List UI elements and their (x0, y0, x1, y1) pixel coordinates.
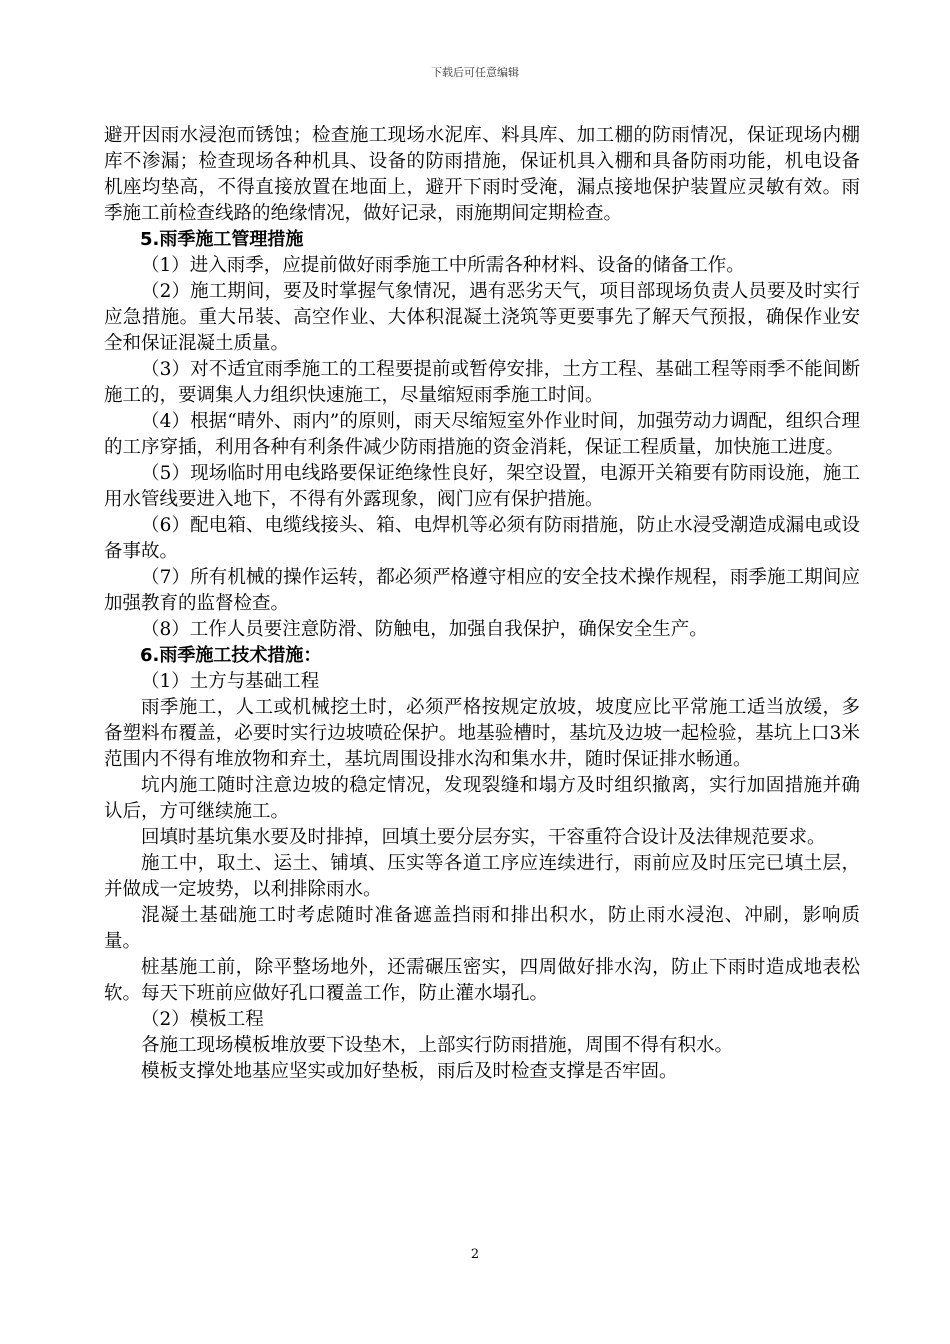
paragraph: 各施工现场模板堆放要下设垫木，上部实行防雨措施，周围不得有积水。 (141, 1035, 734, 1056)
paragraph: 避开因雨水浸泡而锈蚀；检查施工现场水泥库、料具库、加工棚的防雨情况，保证现场内棚库不渗漏；检查现场各种机具、设备的防雨措施，保证机具入棚和具备防雨功能，机电设备机座均垫高，不得直接放置在地面上，避开下雨时受淹，漏点接地保护装置应灵敏有效。雨季施工前检查线路的绝缘情况，做好记录，雨施期间定期检查。 (104, 125, 860, 224)
paragraph: 模板支撑处地基应坚实或加好垫板，雨后及时检查支撑是否牢固。 (141, 1061, 678, 1082)
paragraph: （7）所有机械的操作运转，都必须严格遵守相应的安全技术操作规程，雨季施工期间应加强教育的监督检查。 (104, 567, 860, 614)
paragraph: （5）现场临时用电线路要保证绝缘性良好，架空设置，电源开关箱要有防雨设施，施工用水管线要进入地下，不得有外露现象，阀门应有保护措施。 (104, 463, 860, 510)
paragraph: 桩基施工前，除平整场地外，还需碾压密实，四周做好排水沟，防止下雨时造成地表松软。每天下班前应做好孔口覆盖工作，防止灌水塌孔。 (104, 957, 860, 1004)
paragraph: 施工中，取土、运土、铺填、压实等各道工序应连续进行，雨前应及时压完已填土层，并做成一定坡势，以利排除雨水。 (104, 853, 860, 900)
paragraph: （4）根据“晴外、雨内”的原则，雨天尽缩短室外作业时间，加强劳动力调配，组织合理的工序穿插，利用各种有利条件减少防雨措施的资金消耗，保证工程质量，加快施工进度。 (104, 411, 860, 458)
paragraph: 坑内施工随时注意边坡的稳定情况，发现裂缝和塌方及时组织撤离，实行加固措施并确认后，方可继续施工。 (104, 775, 860, 822)
section-heading: 6.雨季施工技术措施： (140, 645, 322, 666)
paragraph: （2）模板工程 (141, 1009, 264, 1030)
section-heading: 5.雨季施工管理措施 (140, 229, 304, 250)
paragraph: （3）对不适宜雨季施工的工程要提前或暂停安排，土方工程、基础工程等雨季不能间断施工的，要调集人力组织快速施工，尽量缩短雨季施工时间。 (104, 359, 860, 406)
paragraph: 雨季施工，人工或机械挖土时，必须严格按规定放坡，坡度应比平常施工适当放缓，多备塑料布覆盖，必要时实行边坡喷砼保护。地基验槽时，基坑及边坡一起检验，基坑上口3米范围内不得有堆放物和弃土，基坑周围设排水沟和集水井，随时保证排水畅通。 (104, 697, 860, 770)
page-number: 2 (470, 1247, 480, 1262)
document-body (104, 123, 860, 1085)
paragraph: 回填时基坑集水要及时排掉，回填土要分层夯实，干容重符合设计及法律规范要求。 (141, 827, 826, 848)
paragraph: 混凝土基础施工时考虑随时准备遮盖挡雨和排出积水，防止雨水浸泡、冲刷，影响质量。 (104, 905, 860, 952)
paragraph: （1）土方与基础工程 (141, 671, 320, 692)
paragraph: （1）进入雨季，应提前做好雨季施工中所需各种材料、设备的储备工作。 (141, 255, 745, 276)
paragraph: （6）配电箱、电缆线接头、箱、电焊机等必须有防雨措施，防止水浸受潮造成漏电或设备事故。 (104, 515, 860, 562)
paragraph: （2）施工期间，要及时掌握气象情况，遇有恶劣天气，项目部现场负责人员要及时实行应急措施。重大吊装、高空作业、大体积混凝土浇筑等更要事先了解天气预报，确保作业安全和保证混凝土质量。 (104, 281, 860, 354)
header-note: 下载后可任意编辑 (431, 66, 519, 79)
paragraph: （8）工作人员要注意防滑、防触电，加强自我保护，确保安全生产。 (141, 619, 708, 640)
